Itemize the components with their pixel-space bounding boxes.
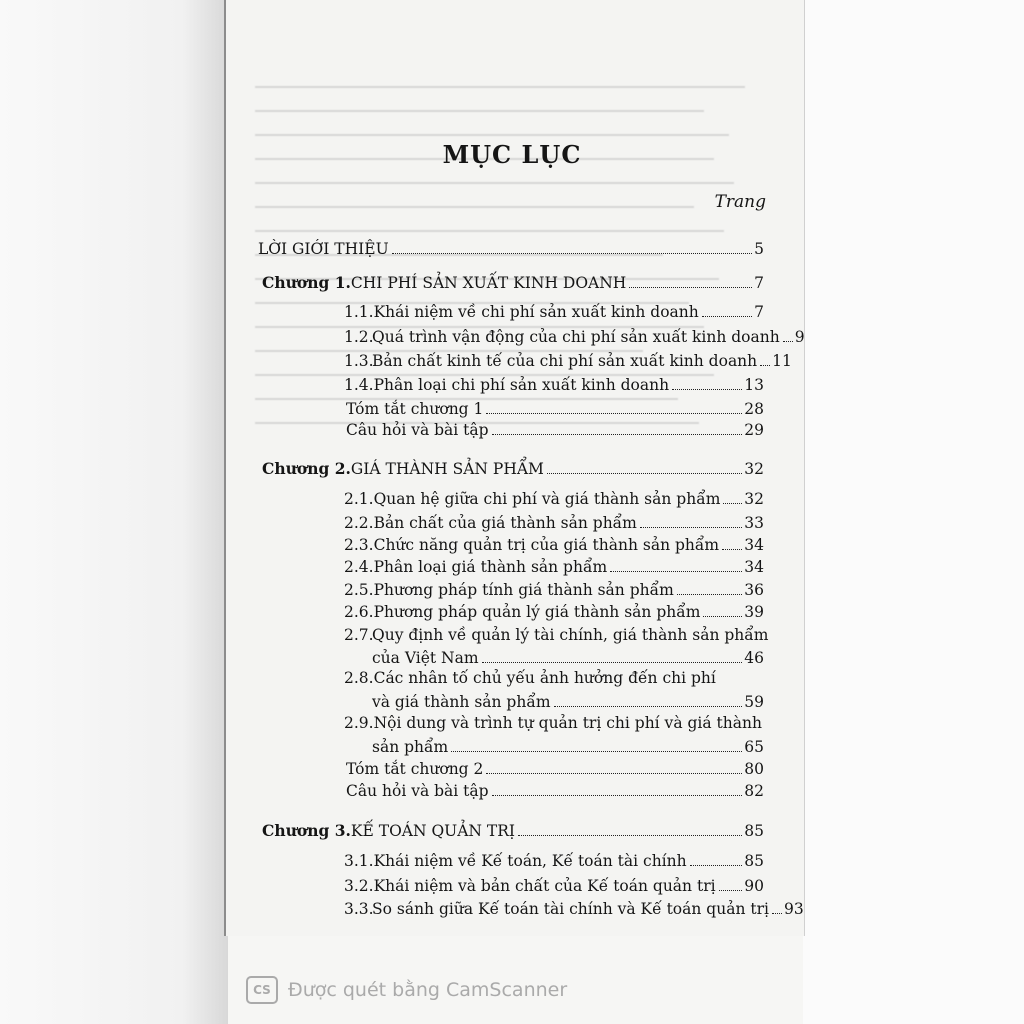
toc-number: 2.2. bbox=[344, 514, 374, 532]
toc-page-number: 34 bbox=[744, 558, 764, 576]
toc-dot-leader bbox=[702, 316, 752, 317]
toc-title: Câu hỏi và bài tập bbox=[346, 782, 489, 800]
toc-title: Câu hỏi và bài tập bbox=[346, 421, 489, 439]
toc-row[interactable] bbox=[258, 239, 764, 259]
toc-number: Chương 2. bbox=[262, 459, 351, 478]
toc-page-number: 11 bbox=[772, 352, 792, 370]
toc-title: So sánh giữa Kế toán tài chính và Kế toán quản trị bbox=[372, 900, 769, 918]
toc-row[interactable] bbox=[344, 489, 764, 509]
toc-row[interactable] bbox=[344, 535, 764, 555]
toc-title: Bản chất của giá thành sản phẩm bbox=[373, 514, 637, 532]
toc-page-number: 28 bbox=[744, 400, 764, 418]
toc-row[interactable] bbox=[344, 513, 764, 533]
toc-title: GIÁ THÀNH SẢN PHẨM bbox=[350, 460, 544, 478]
toc-page-number: 5 bbox=[754, 240, 764, 258]
toc-title: Phân loại chi phí sản xuất kinh doanh bbox=[373, 376, 670, 394]
toc-dot-leader bbox=[492, 434, 743, 435]
toc-row[interactable] bbox=[372, 737, 764, 757]
toc-title: Quá trình vận động của chi phí sản xuất kinh doanh bbox=[372, 328, 780, 346]
toc-page-number: 34 bbox=[744, 536, 764, 554]
toc-title: Quan hệ giữa chi phí và giá thành sản phẩm bbox=[373, 490, 721, 508]
toc-title: sản phẩm bbox=[372, 738, 449, 756]
toc-dot-leader bbox=[640, 527, 742, 528]
camscanner-logo-icon: CS bbox=[246, 976, 278, 1004]
toc-dot-leader bbox=[719, 890, 743, 891]
toc-chapter-row[interactable] bbox=[262, 459, 764, 479]
toc-dot-leader bbox=[723, 503, 742, 504]
toc-page-number: 93 bbox=[783, 900, 804, 918]
toc-page-number: 7 bbox=[754, 274, 764, 292]
toc-row[interactable] bbox=[344, 625, 769, 645]
toc-page-number: 9 bbox=[794, 328, 805, 346]
toc-page-number: 32 bbox=[744, 460, 764, 478]
toc-number: 2.5. bbox=[344, 581, 374, 599]
toc-row[interactable] bbox=[346, 399, 764, 419]
toc-dot-leader bbox=[554, 706, 743, 707]
toc-row[interactable] bbox=[372, 692, 764, 712]
toc-page-number: 46 bbox=[744, 649, 764, 667]
toc-title: KẾ TOÁN QUẢN TRỊ bbox=[350, 822, 516, 840]
toc-page-number: 90 bbox=[744, 877, 764, 895]
toc-dot-leader bbox=[486, 773, 742, 774]
toc-title: Khái niệm về chi phí sản xuất kinh doanh bbox=[373, 303, 699, 321]
toc-row[interactable] bbox=[344, 351, 792, 371]
toc-title: của Việt Nam bbox=[372, 649, 479, 667]
toc-dot-leader bbox=[783, 341, 793, 342]
toc-dot-leader bbox=[451, 751, 742, 752]
toc-number: 1.4. bbox=[344, 376, 374, 394]
toc-title: Bản chất kinh tế của chi phí sản xuất kinh doanh bbox=[372, 352, 758, 370]
toc-number: 2.4. bbox=[344, 558, 374, 576]
toc-page-number: 36 bbox=[744, 581, 764, 599]
toc-row[interactable] bbox=[346, 759, 764, 779]
toc-page-number: 13 bbox=[744, 376, 764, 394]
toc-number: 3.3. bbox=[344, 900, 374, 918]
toc-title: Nội dung và trình tự quản trị chi phí và giá thành bbox=[373, 714, 762, 732]
toc-title: Khái niệm và bản chất của Kế toán quản trị bbox=[373, 877, 716, 895]
toc-page-number: 82 bbox=[744, 782, 764, 800]
toc-title: Tóm tắt chương 1 bbox=[346, 400, 484, 418]
watermark-text: Được quét bằng CamScanner bbox=[288, 979, 568, 1001]
toc-page-number: 29 bbox=[744, 421, 764, 439]
toc-number: 1.1. bbox=[344, 303, 374, 321]
toc-title: Chức năng quản trị của giá thành sản phẩm bbox=[373, 536, 720, 554]
toc-row[interactable] bbox=[346, 781, 764, 801]
toc-title: Phương pháp tính giá thành sản phẩm bbox=[373, 581, 674, 599]
toc-number: Chương 3. bbox=[262, 821, 351, 840]
toc-number: 2.7. bbox=[344, 626, 374, 644]
toc-page-number: 65 bbox=[744, 738, 764, 756]
toc-title: Quy định về quản lý tài chính, giá thành sản phẩm bbox=[372, 626, 769, 644]
toc-dot-leader bbox=[772, 913, 782, 914]
toc-chapter-row[interactable] bbox=[262, 273, 764, 293]
toc-row[interactable] bbox=[344, 851, 764, 871]
toc-dot-leader bbox=[722, 549, 742, 550]
toc-row[interactable] bbox=[344, 302, 764, 322]
toc-dot-leader bbox=[547, 473, 742, 474]
toc-number: 2.8. bbox=[344, 669, 374, 687]
toc-dot-leader bbox=[703, 616, 742, 617]
toc-page-number: 32 bbox=[744, 490, 764, 508]
page-column-label: Trang bbox=[714, 192, 766, 212]
toc-page-number: 59 bbox=[744, 693, 764, 711]
toc-row[interactable] bbox=[344, 557, 764, 577]
toc-dot-leader bbox=[392, 253, 752, 254]
toc-row[interactable] bbox=[344, 327, 805, 347]
toc-page-number: 85 bbox=[744, 822, 764, 840]
toc-number: 1.3. bbox=[344, 352, 374, 370]
toc-dot-leader bbox=[677, 594, 742, 595]
toc-row[interactable] bbox=[344, 602, 764, 622]
toc-dot-leader bbox=[518, 835, 742, 836]
toc-title: và giá thành sản phẩm bbox=[372, 693, 551, 711]
toc-dot-leader bbox=[629, 287, 752, 288]
toc-chapter-row[interactable] bbox=[262, 821, 764, 841]
toc-number: 2.1. bbox=[344, 490, 374, 508]
toc-row[interactable] bbox=[344, 713, 764, 733]
toc-dot-leader bbox=[486, 413, 742, 414]
toc-page-number: 7 bbox=[754, 303, 764, 321]
toc-row[interactable] bbox=[372, 648, 764, 668]
toc-page-number: 39 bbox=[744, 603, 764, 621]
toc-dot-leader bbox=[482, 662, 743, 663]
toc-dot-leader bbox=[610, 571, 742, 572]
toc-row[interactable] bbox=[344, 876, 764, 896]
toc-number: 2.3. bbox=[344, 536, 374, 554]
toc-page-number: 80 bbox=[744, 760, 764, 778]
toc-page-number: 33 bbox=[744, 514, 764, 532]
toc-row[interactable] bbox=[344, 375, 764, 395]
toc-dot-leader bbox=[760, 365, 770, 366]
toc-row[interactable] bbox=[344, 580, 764, 600]
toc-row[interactable] bbox=[344, 899, 804, 919]
toc-dot-leader bbox=[492, 795, 743, 796]
toc-row[interactable] bbox=[346, 420, 764, 440]
toc-page-number: 85 bbox=[744, 852, 764, 870]
toc-number: 3.1. bbox=[344, 852, 374, 870]
toc-title: Tóm tắt chương 2 bbox=[346, 760, 484, 778]
scanner-watermark bbox=[246, 976, 567, 1004]
toc-number: Chương 1. bbox=[262, 273, 351, 292]
toc-title: Phân loại giá thành sản phẩm bbox=[373, 558, 608, 576]
toc-title: Các nhân tố chủ yếu ảnh hưởng đến chi phí bbox=[373, 669, 716, 687]
toc-dot-leader bbox=[690, 865, 743, 866]
toc-dot-leader bbox=[672, 389, 742, 390]
toc-number: 3.2. bbox=[344, 877, 374, 895]
page-title: MỤC LỤC bbox=[442, 140, 582, 169]
toc-title: Khái niệm về Kế toán, Kế toán tài chính bbox=[373, 852, 687, 870]
toc-number: 1.2. bbox=[344, 328, 374, 346]
toc-number: 2.9. bbox=[344, 714, 374, 732]
toc-row[interactable] bbox=[344, 668, 764, 688]
toc-title: CHI PHÍ SẢN XUẤT KINH DOANH bbox=[350, 274, 627, 292]
toc-title: Phương pháp quản lý giá thành sản phẩm bbox=[373, 603, 701, 621]
toc-title: LỜI GIỚI THIỆU bbox=[258, 240, 389, 258]
toc-number: 2.6. bbox=[344, 603, 374, 621]
